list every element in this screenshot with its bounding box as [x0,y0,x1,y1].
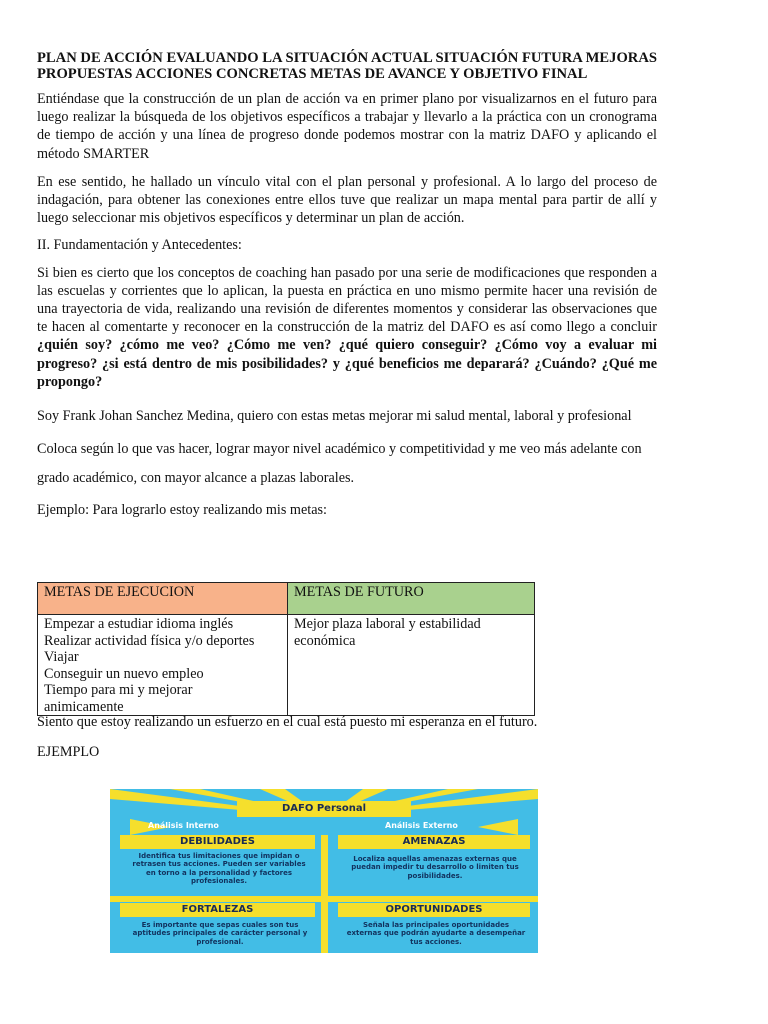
document-title: PLAN DE ACCIÓN EVALUANDO LA SITUACIÓN ACTUAL SITUACIÓN FUTURA MEJORAS PROPUESTAS ACCIONES CONCRETAS METAS DE AVANCE Y OBJETIVO FINAL [37,50,657,82]
divider-vertical [321,835,328,953]
external-analysis-label: Análisis Externo [385,821,458,830]
paragraph-intro: Entiéndase que la construcción de un plan de acción va en primer plano por visualizarnos en el futuro para luego realizar la búsqueda de los objetivos específicos a trabajar y llevarlo a la práctica con un cronograma de tiempo de acción y una línea de progreso donde podemos mostrar con la matriz DAFO y aplicando el método SMARTER [37,91,657,162]
dafo-title: DAFO Personal [237,801,411,817]
list-item: Viajar [44,649,79,665]
paragraph-coaching-questions: ¿quién soy? ¿cómo me veo? ¿Cómo me ven? ¿qué quiero conseguir? ¿Cómo voy a evaluar mi progreso? ¿si está dentro de mis posibilidades? y ¿qué beneficios me deparará? ¿Cuándo? ¿Qué me propongo? [37,337,657,390]
fortalezas-description: Es importante que sepas cuales son tus aptitudes principales de carácter personal y profesional. [132,921,308,946]
list-item: Tiempo para mi y mejorar [44,682,193,698]
example-label: EJEMPLO [37,744,100,760]
debilidades-box: DEBILIDADES [120,835,315,849]
header-future-goals: METAS DE FUTURO [288,583,535,615]
debilidades-description: Identifica tus limitaciones que impidan o retrasen tus acciones. Pueden ser variables en torno a la personalidad y factores profesionales. [132,852,306,886]
dafo-infographic [110,789,538,953]
paragraph-sense: En ese sentido, he hallado un vínculo vital con el plan personal y profesional. A lo largo del proceso de indagación, para obtener las conexiones entre ellos tuve que realizar un mapa mental para partir de allí y luego seleccionar mis objetivos específicos y determinar un plan de acción. [37,173,657,227]
paragraph-personal: Soy Frank Johan Sanchez Medina, quiero con estas metas mejorar mi salud mental, laboral y profesional [37,408,632,425]
list-item: Empezar a estudiar idioma inglés [44,616,234,632]
paragraph-coaching [37,264,657,391]
future-goals-cell: Mejor plaza laboral y estabilidad económica [288,615,535,716]
list-item: Conseguir un nuevo empleo [44,665,204,682]
list-item: animicamente [44,698,124,715]
section-heading: II. Fundamentación y Antecedentes: [37,237,242,254]
header-execution-goals: METAS DE EJECUCION [38,583,288,615]
paragraph-effort: Siento que estoy realizando un esfuerzo en el cual está puesto mi esperanza en el futuro. [37,714,538,730]
execution-goals-cell [38,615,288,716]
goals-table [37,582,535,716]
paragraph-goals: Coloca según lo que vas hacer, lograr mayor nivel académico y competitividad y me veo más adelante con grado académico, con mayor alcance a plazas laborales. [37,441,642,487]
document-body [37,50,657,519]
divider-horizontal [110,896,538,902]
fortalezas-box: FORTALEZAS [120,903,315,917]
internal-analysis-label: Análisis Interno [148,821,219,830]
amenazas-box: AMENAZAS [338,835,530,849]
oportunidades-box: OPORTUNIDADES [338,903,530,917]
amenazas-description: Localiza aquellas amenazas externas que puedan impedir tu desarrollo o limiten tus posibilidades. [351,855,519,880]
paragraph-coaching-text: Si bien es cierto que los conceptos de coaching han pasado por una serie de modificaciones que responden a las escuelas y corrientes que lo aplican, la puesta en práctica en uno mismo permite hacer una revisión de una trayectoria de vida, realizando una revisión de diferentes momentos y considerar las observaciones que te hacen al comentarte y reconocer en la construcción de la matriz del DAFO es así como llego a concluir [37,264,657,336]
list-item: Realizar actividad física y/o deportes [44,632,255,649]
oportunidades-description: Señala las principales oportunidades externas que podrán ayudarte a desempeñar tus acciones. [346,921,526,946]
paragraph-example-intro: Ejemplo: Para lograrlo estoy realizando mis metas: [37,502,327,519]
arrow-right [478,819,518,835]
